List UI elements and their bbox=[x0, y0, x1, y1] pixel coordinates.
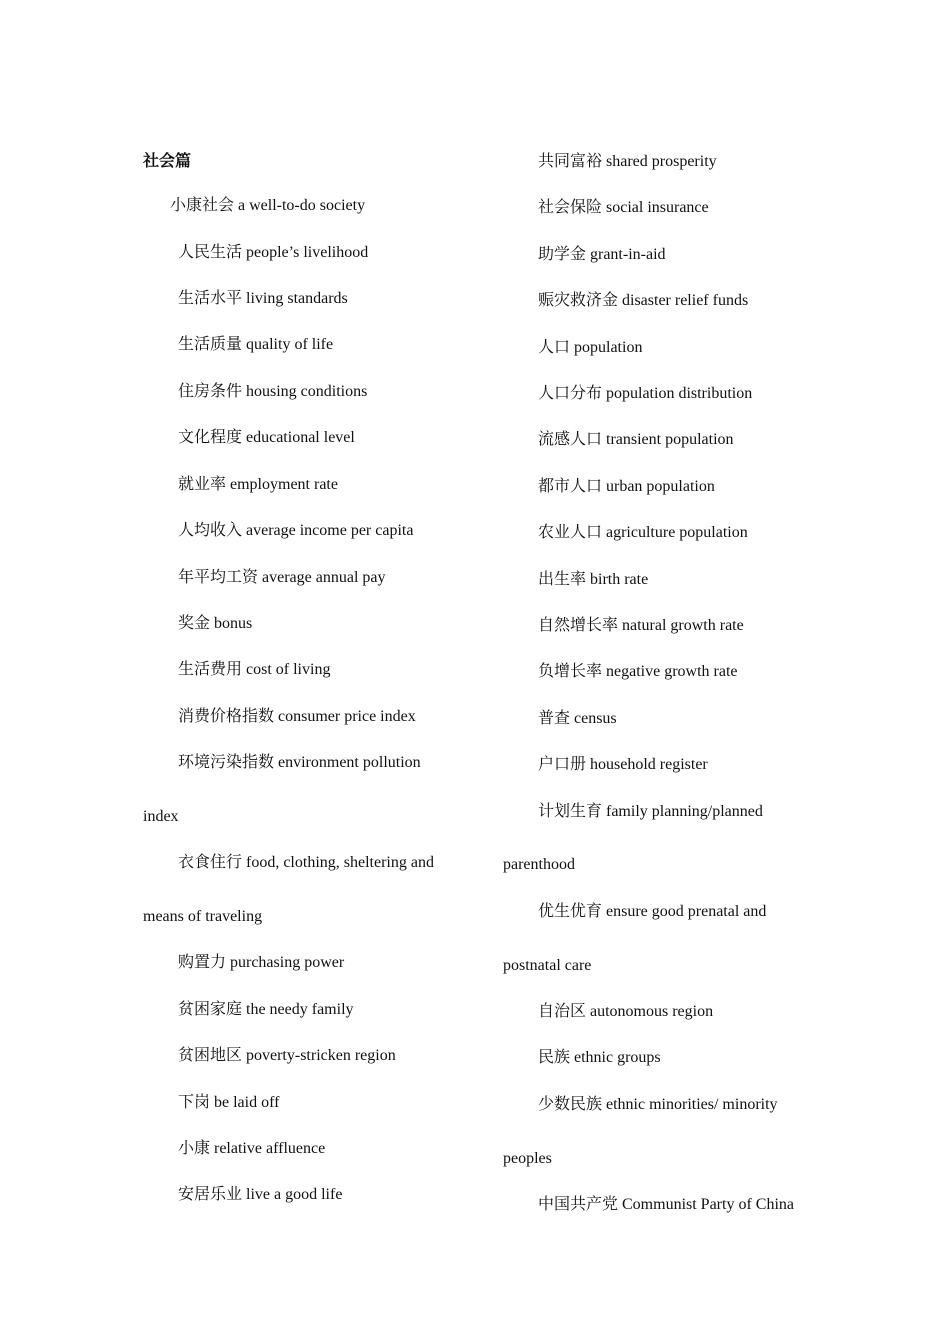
term-entry: 贫困家庭 the needy family bbox=[178, 1001, 354, 1018]
term-entry: 出生率 birth rate bbox=[538, 571, 649, 588]
term-entry: 人民生活 people’s livelihood bbox=[178, 244, 369, 261]
term-entry: 少数民族 ethnic minorities/ minority bbox=[538, 1096, 778, 1113]
term-entry-continuation: index bbox=[143, 808, 179, 825]
term-entry: 自治区 autonomous region bbox=[538, 1003, 714, 1020]
term-entry: 小康 relative affluence bbox=[178, 1140, 326, 1157]
term-entry-continuation: postnatal care bbox=[503, 957, 592, 974]
term-entry: 中国共产党 Communist Party of China bbox=[538, 1196, 795, 1213]
term-entry: 安居乐业 live a good life bbox=[178, 1186, 343, 1203]
term-entry-continuation: peoples bbox=[503, 1150, 552, 1167]
term-entry: 流感人口 transient population bbox=[538, 431, 734, 448]
term-entry: 购置力 purchasing power bbox=[178, 954, 345, 971]
term-entry: 赈灾救济金 disaster relief funds bbox=[538, 292, 749, 309]
term-entry: 就业率 employment rate bbox=[178, 476, 338, 493]
term-entry: 户口册 household register bbox=[538, 756, 708, 773]
term-entry: 社会保险 social insurance bbox=[538, 199, 709, 216]
term-entry: 人口 population bbox=[538, 339, 643, 356]
term-entry: 助学金 grant-in-aid bbox=[538, 246, 666, 263]
term-entry: 优生优育 ensure good prenatal and bbox=[538, 903, 767, 920]
term-entry: 人均收入 average income per capita bbox=[178, 522, 414, 539]
term-entry-continuation: parenthood bbox=[503, 856, 575, 873]
term-entry: 环境污染指数 environment pollution bbox=[178, 754, 421, 771]
term-entry: 民族 ethnic groups bbox=[538, 1049, 661, 1066]
term-entry: 生活水平 living standards bbox=[178, 290, 348, 307]
term-entry: 小康社会 a well-to-do society bbox=[170, 197, 366, 214]
term-entry: 人口分布 population distribution bbox=[538, 385, 753, 402]
term-entry-continuation: means of traveling bbox=[143, 908, 263, 925]
term-entry: 农业人口 agriculture population bbox=[538, 524, 748, 541]
term-entry: 奖金 bonus bbox=[178, 615, 253, 632]
term-entry: 生活费用 cost of living bbox=[178, 661, 331, 678]
term-entry: 衣食住行 food, clothing, sheltering and bbox=[178, 854, 434, 871]
term-entry: 文化程度 educational level bbox=[178, 429, 355, 446]
term-entry: 生活质量 quality of life bbox=[178, 336, 334, 353]
term-entry: 都市人口 urban population bbox=[538, 478, 715, 495]
term-entry: 贫困地区 poverty-stricken region bbox=[178, 1047, 396, 1064]
term-entry: 住房条件 housing conditions bbox=[178, 383, 368, 400]
term-entry: 下岗 be laid off bbox=[178, 1094, 280, 1111]
term-entry: 负增长率 negative growth rate bbox=[538, 663, 738, 680]
term-entry: 消费价格指数 consumer price index bbox=[178, 708, 416, 725]
term-entry: 年平均工资 average annual pay bbox=[178, 569, 386, 586]
term-entry: 普查 census bbox=[538, 710, 617, 727]
term-entry: 共同富裕 shared prosperity bbox=[538, 153, 717, 170]
term-entry: 计划生育 family planning/planned bbox=[538, 803, 763, 820]
term-entry: 自然增长率 natural growth rate bbox=[538, 617, 744, 634]
section-heading: 社会篇 bbox=[143, 153, 192, 170]
